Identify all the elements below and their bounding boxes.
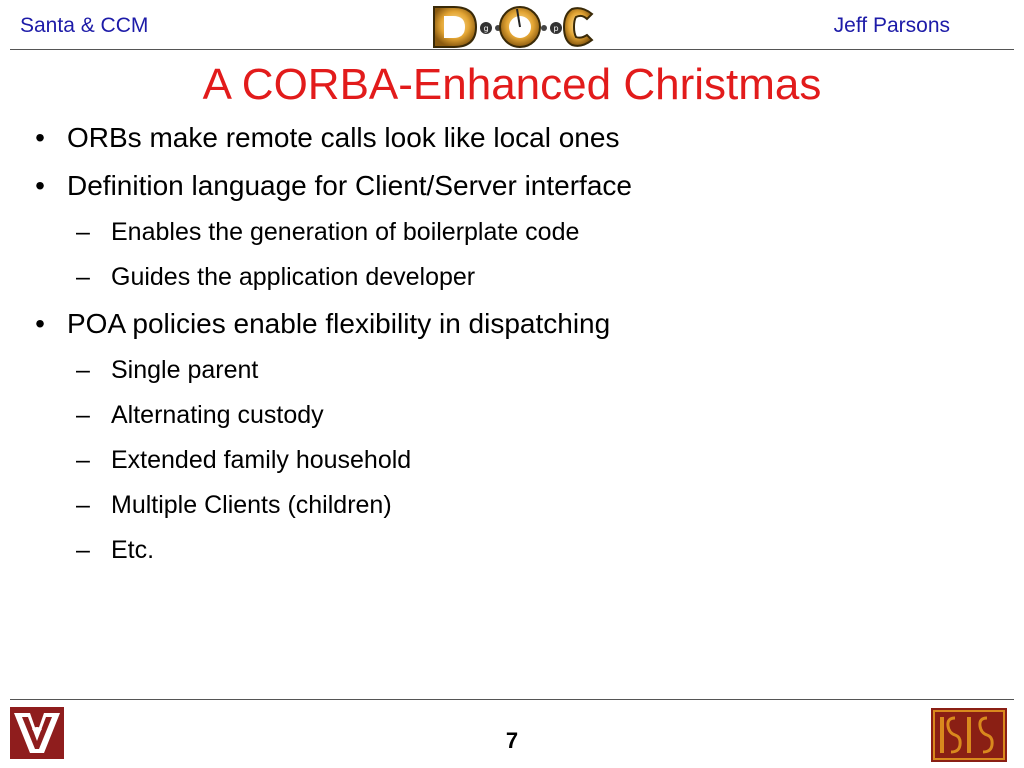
svg-text:g: g [483,24,489,33]
sub-bullet-item [30,483,990,528]
bullet-text: Definition language for Client/Server interface [67,170,632,201]
sub-bullet-marker: – [76,446,90,474]
bullet-item [30,300,990,348]
sub-bullet-marker: – [76,536,90,564]
sub-bullet-marker: – [76,491,90,519]
svg-text:p: p [553,24,559,33]
header-left-text: Santa & CCM [20,14,149,37]
sub-bullet-item [30,255,990,300]
sub-bullet-item [30,210,990,255]
sub-bullet-text: Etc. [111,536,155,564]
bullet-item [30,114,990,162]
header-divider [10,49,1014,50]
bullet-marker: • [35,308,45,339]
sub-bullet-text: Multiple Clients (children) [111,491,392,519]
sub-bullet-item [30,348,990,393]
page-number: 7 [505,728,519,753]
sub-bullet-marker: – [76,263,90,291]
sub-bullet-item [30,393,990,438]
footer-divider [10,699,1014,700]
header-right-text: Jeff Parsons [833,14,950,37]
isis-logo [931,708,1007,762]
bullet-text: ORBs make remote calls look like local ones [67,122,620,153]
bullet-list [30,114,990,573]
bullet-marker: • [35,170,45,201]
bullet-text: POA policies enable flexibility in dispatching [67,308,611,339]
bullet-marker: • [35,122,45,153]
sub-bullet-text: Alternating custody [111,401,324,429]
sub-bullet-item [30,528,990,573]
doc-group-logo [432,4,596,50]
sub-bullet-marker: – [76,401,90,429]
slide-title: A CORBA-Enhanced Christmas [202,60,822,109]
bullet-item [30,162,990,210]
sub-bullet-marker: – [76,356,90,384]
sub-bullet-marker: – [76,218,90,246]
sub-bullet-text: Extended family household [111,446,412,474]
sub-bullet-text: Guides the application developer [111,263,476,291]
sub-bullet-text: Enables the generation of boilerplate code [111,218,580,246]
sub-bullet-text: Single parent [111,356,259,384]
sub-bullet-item [30,438,990,483]
